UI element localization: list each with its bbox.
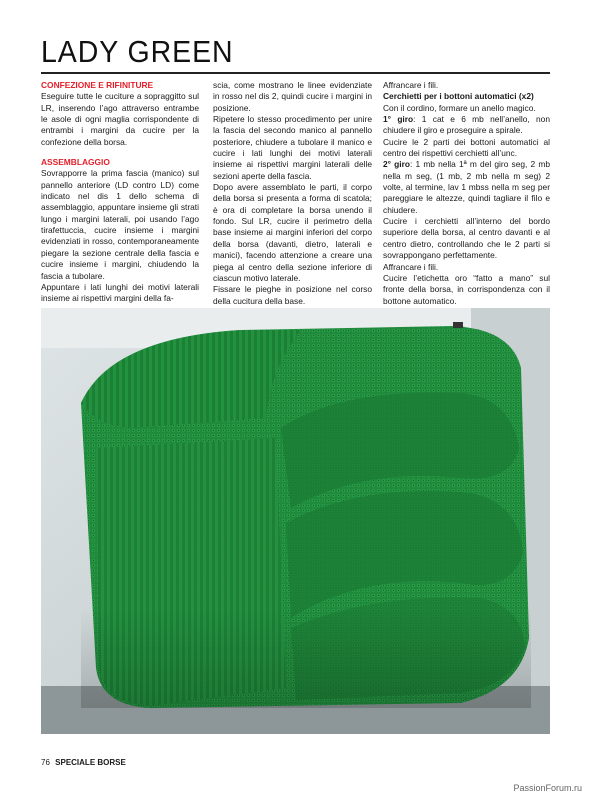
section-heading-assemblaggio: ASSEMBLAGGIO — [41, 157, 110, 168]
paragraph — [383, 114, 550, 137]
subheading-cerchietti: Cerchietti per i bottoni automatici (x2) — [383, 91, 534, 102]
paragraph: Cucire l’etichetta oro “fatto a mano” sul fronte della borsa, in corrispondenza con il bottone automatico. — [383, 272, 550, 306]
paragraph: Affrancare i fili. — [383, 80, 439, 90]
page-title: LADY GREEN — [41, 34, 234, 69]
paragraph: Cucire le 2 parti dei bottoni automatici al centro dei rispettivi cerchietti all’unc. — [383, 136, 550, 159]
paragraph: Affrancare i fili. — [383, 261, 439, 272]
paragraph: Con il cordino, formare un anello magico. — [383, 102, 536, 113]
column-2 — [213, 80, 372, 307]
paragraph — [383, 159, 550, 216]
paragraph: Appuntare i lati lunghi dei motivi laterali insieme ai rispettivi margini della fa- — [41, 281, 199, 304]
column-3 — [383, 80, 550, 307]
round-text: : 1 mb nella 1ª m del giro seg, 2 mb nella m seg, (1 mb, 2 mb nella m seg) 2 volte, al termine, lav 1 mbss nella m seg per pareggiare le altezze, quindi tagliare il filo e chiudere. — [383, 159, 550, 215]
page-number: 76 — [41, 758, 50, 767]
round-text: : 1 cat e 6 mb nell’anello, non chiudere il giro e proseguire a spirale. — [383, 114, 550, 136]
paragraph: Fissare le pieghe in posizione nel corso della cucitura della base. — [213, 284, 372, 306]
paragraph: Sovrapporre la prima fascia (manico) sul pannello anteriore (LD contro LD) come indicato nel dis 1 dello schema di assemblaggio, appuntare insieme gli strati lungo i margini laterali, poi usando l’ago tirafettuccia, cucire insieme i margini evidenziati in rosso, contemporaneamente piegare la sezione centrale della fascia e cucire insieme i margini, chiudendo la fascia a tubolare. — [41, 168, 199, 281]
column-1 — [41, 80, 199, 305]
page-footer — [41, 758, 126, 767]
round-label: 1° giro — [383, 114, 414, 125]
magazine-name: SPECIALE BORSE — [55, 758, 126, 767]
round-label: 2° giro — [383, 159, 410, 170]
paragraph: Dopo avere assemblato le parti, il corpo della borsa si presenta a forma di scatola; è ora di completare la borsa unendo il fondo. Sul LR, cucire il perimetro della base insieme ai margini inferiori del corpo della borsa (davanti, dietro, laterali e manici), facendo attenzione a creare una piega al centro della sezione inferiore di ciascun motivo laterale. — [213, 182, 372, 283]
paragraph: Ripetere lo stesso procedimento per unire la fascia del secondo manico al pannello posteriore, chiudere a tubolare il manico e cucire i lati lunghi dei motivi laterali insieme ai rispettivi margini laterali delle sezioni aperte della fascia. — [213, 114, 372, 181]
bag-photo — [41, 308, 550, 734]
paragraph: Eseguire tutte le cuciture a sopraggitto sul LR, inserendo l’ago attraverso entrambe le asole di ogni maglia corrispondente di entrambi i margini da cucire per la confezione della borsa. — [41, 91, 199, 147]
paragraph: scia, come mostrano le linee evidenziate in rosso nel dis 2, quindi cucire i margini in posizione. — [213, 80, 372, 113]
section-heading-confezione: CONFEZIONE E RIFINITURE — [41, 80, 154, 90]
paragraph: Cucire i cerchietti all’interno del bordo superiore della borsa, al centro davanti e al centro dietro, controllando che le 2 parti si sovrappongano perfettamente. — [383, 216, 550, 261]
title-rule — [41, 72, 550, 74]
watermark: PassionForum.ru — [513, 783, 582, 793]
